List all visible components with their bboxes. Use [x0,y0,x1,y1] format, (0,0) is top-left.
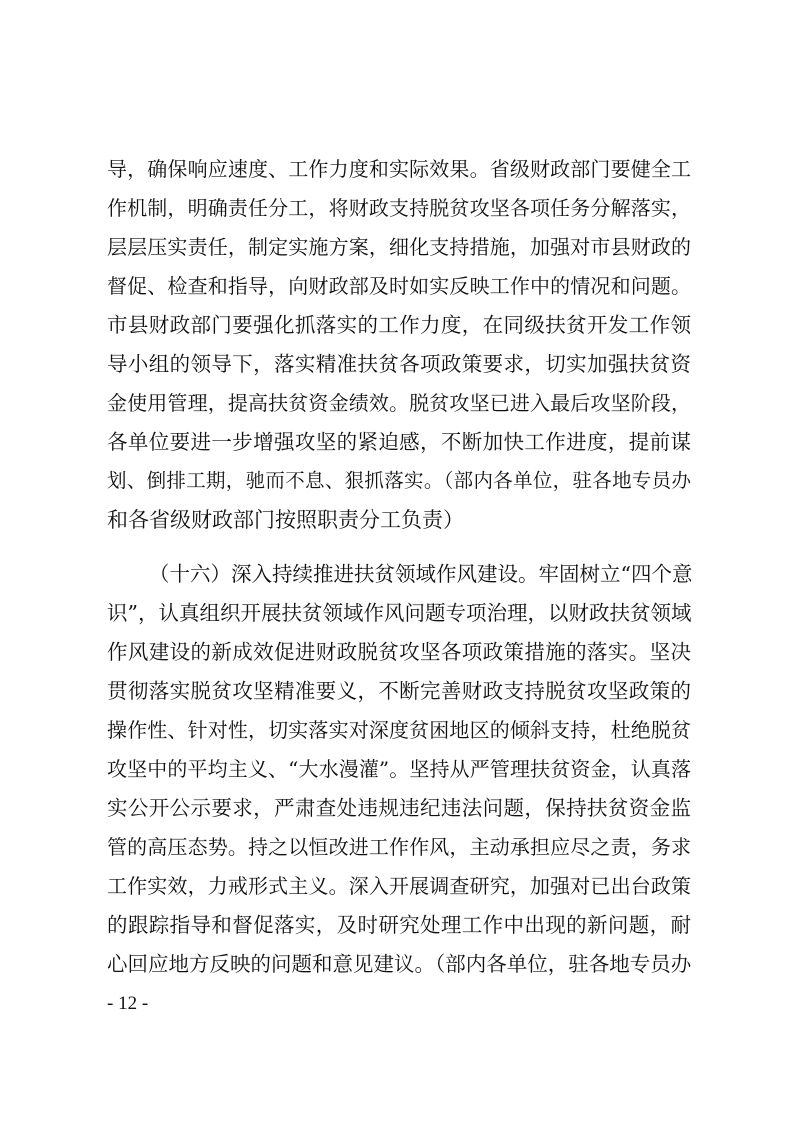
paragraph-2-line: 贯彻落实脱贫攻坚精准要义，不断完善财政支持脱贫攻坚政策的 [107,679,691,703]
paragraph-1-line: 和各省级财政部门按照职责分工负责） [107,508,464,532]
paragraph-1-line: 作机制，明确责任分工，将财政支持脱贫攻坚各项任务分解落实， [107,196,691,220]
page-number: - 12 - [107,993,149,1014]
paragraph-1-line: 各单位要进一步增强攻坚的紧迫感，不断加快工作进度，提前谋 [107,430,691,454]
paragraph-1-line: 市县财政部门要强化抓落实的工作力度，在同级扶贫开发工作领 [107,313,691,337]
paragraph-1-line: 划、倒排工期，驰而不息、狠抓落实。（部内各单位，驻各地专员办 [107,469,691,492]
paragraph-1-line: 导，确保响应速度、工作力度和实际效果。省级财政部门要健全工 [107,157,691,181]
paragraph-2-line: （十六）深入持续推进扶贫领域作风建设。牢固树立“四个意 [149,562,693,586]
paragraph-2-line: 的跟踪指导和督促落实，及时研究处理工作中出现的新问题，耐 [107,913,691,937]
paragraph-2-line: 识”，认真组织开展扶贫领域作风问题专项治理，以财政扶贫领域 [107,601,692,625]
paragraph-2-line: 实公开公示要求，严肃查处违规违纪违法问题，保持扶贫资金监 [107,796,691,820]
paragraph-1-line: 层层压实责任，制定实施方案，细化支持措施，加强对市县财政的 [107,235,691,259]
paragraph-1-line: 金使用管理，提高扶贫资金绩效。脱贫攻坚已进入最后攻坚阶段， [107,391,691,415]
paragraph-1-line: 导小组的领导下，落实精准扶贫各项政策要求，切实加强扶贫资 [107,352,691,376]
paragraph-2-line: 工作实效，力戒形式主义。深入开展调查研究，加强对已出台政策 [107,874,691,898]
paragraph-2-line: 管的高压态势。持之以恒改进工作作风，主动承担应尽之责，务求 [107,835,691,859]
paragraph-2-line: 操作性、针对性，切实落实对深度贫困地区的倾斜支持，杜绝脱贫 [107,718,691,742]
paragraph-2-line: 攻坚中的平均主义、“大水漫灌”。坚持从严管理扶贫资金，认真落 [107,757,691,781]
paragraph-2-line: 作风建设的新成效促进财政脱贫攻坚各项政策措施的落实。坚决 [107,640,691,664]
paragraph-2-line: 心回应地方反映的问题和意见建议。（部内各单位，驻各地专员办 [107,952,692,976]
paragraph-1-line: 督促、检查和指导，向财政部及时如实反映工作中的情况和问题。 [107,274,691,298]
